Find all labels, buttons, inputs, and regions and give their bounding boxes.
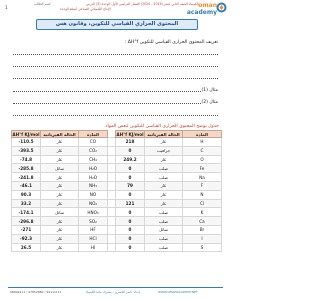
definition-label: تعريف المحتوى الحراري القياسي للتكوين ΔH°f : <box>124 40 218 45</box>
substance-cell: Cl <box>183 199 222 208</box>
column-separator <box>108 208 116 217</box>
answer-line <box>13 54 218 55</box>
state-cell: غاز <box>41 181 79 190</box>
enthalpy-value-cell: -110.5 <box>12 138 41 147</box>
state-cell: غاز <box>41 234 79 243</box>
table-row <box>12 146 222 155</box>
substance-cell: CH₄ <box>79 155 108 164</box>
enthalpy-value-cell: 26.5 <box>12 243 41 252</box>
state-cell: صلب <box>145 243 183 252</box>
enthalpy-value-cell: -296.8 <box>12 217 41 226</box>
table-row <box>12 181 222 190</box>
table-row <box>12 208 222 217</box>
state-cell: غاز <box>41 225 79 234</box>
substance-cell: I <box>183 234 222 243</box>
state-cell: غاز <box>145 199 183 208</box>
footer-website-link[interactable]: WWW.OMANACADEMY.NET <box>158 290 198 294</box>
substance-cell: HF <box>79 225 108 234</box>
example-1-line <box>13 91 201 92</box>
enthalpy-value-cell: -74.8 <box>12 155 41 164</box>
state-cell: صلب <box>145 217 183 226</box>
column-separator <box>108 190 116 199</box>
state-cell: صلب <box>145 173 183 182</box>
state-cell: صلب <box>145 164 183 173</box>
state-cell: غاز <box>41 243 79 252</box>
page-title: المحتوى الحراري القياسي للتكوين، وقانون هس <box>55 20 179 27</box>
column-separator <box>108 173 116 182</box>
substance-cell: C <box>183 146 222 155</box>
enthalpy-value-cell: 0 <box>116 217 145 226</box>
column-header-enthalpy-right: ΔH°f KJ/mol <box>12 131 40 137</box>
column-separator <box>108 243 116 252</box>
state-cell: غاز <box>41 155 79 164</box>
state-cell: سائل <box>41 208 79 217</box>
substance-cell: NH₃ <box>79 181 108 190</box>
substance-cell: NO₂ <box>79 199 108 208</box>
oman-academy-logo <box>186 1 230 19</box>
table-row <box>12 190 222 199</box>
state-cell: جرافيت <box>145 146 183 155</box>
substance-cell: Na <box>183 173 222 182</box>
substance-cell: O <box>183 155 222 164</box>
course-header-line-1: الكيمياء الصف الثاني عشر (2019 - 2020) الفصل الدراسي الأول الوحدة (3) الدرس <box>86 2 199 6</box>
answer-line <box>13 66 218 67</box>
column-header-state-left: الحالة الفيزيائية <box>145 131 183 138</box>
column-separator <box>108 199 116 208</box>
enthalpy-value-cell: -46.1 <box>12 181 41 190</box>
footer-phone: 98892211 / 97852880 / 99111111 <box>10 290 62 294</box>
example-2-label: مثال (2) <box>201 100 218 105</box>
enthalpy-value-cell: -271 <box>12 225 41 234</box>
column-header-enthalpy-left: ΔH°f KJ/mol <box>116 131 144 137</box>
state-cell: غاز <box>145 138 183 147</box>
enthalpy-value-cell: 0 <box>116 234 145 243</box>
substance-cell: Fe <box>183 164 222 173</box>
enthalpy-value-cell: 0 <box>116 225 145 234</box>
table-title: جدول يوضح المحتوى الحراري القياسي للتكوين لبعض المواد <box>105 124 219 129</box>
substance-cell: H <box>183 138 222 147</box>
enthalpy-value-cell: 0 <box>116 173 145 182</box>
enthalpy-value-cell: -241.8 <box>12 173 41 182</box>
substance-cell: N <box>183 190 222 199</box>
table-header-row <box>12 131 222 138</box>
column-separator <box>108 138 116 147</box>
state-cell: غاز <box>41 217 79 226</box>
state-cell: غاز <box>145 155 183 164</box>
enthalpy-value-cell: -393.5 <box>12 146 41 155</box>
state-cell: غاز <box>145 181 183 190</box>
substance-cell: Br <box>183 225 222 234</box>
substance-cell: CO₂ <box>79 146 108 155</box>
table-row <box>12 138 222 147</box>
example-2-line <box>13 103 201 104</box>
column-separator <box>108 155 116 164</box>
state-cell: صلب <box>145 234 183 243</box>
footer-author: إعداد: ناصر الحضري - مشرف مادة الكيمياء <box>86 290 141 294</box>
table-row <box>12 155 222 164</box>
state-cell: غاز <box>41 190 79 199</box>
column-separator <box>108 164 116 173</box>
column-separator <box>108 131 116 138</box>
column-separator <box>108 146 116 155</box>
table-row <box>12 199 222 208</box>
page-footer <box>0 287 231 300</box>
logo-mark-icon <box>216 2 227 13</box>
student-name-label: اسم الطالب: <box>34 2 52 6</box>
substance-cell: S <box>183 243 222 252</box>
state-cell: غاز <box>41 199 79 208</box>
substance-cell: SO₂ <box>79 217 108 226</box>
enthalpy-value-cell: 79 <box>116 181 145 190</box>
substance-cell: Ca <box>183 217 222 226</box>
example-1-label: مثال (1) <box>201 88 218 93</box>
state-cell: صلب <box>145 208 183 217</box>
table-row <box>12 243 222 252</box>
state-cell: غاز <box>41 173 79 182</box>
substance-cell: H₂O <box>79 164 108 173</box>
table-row <box>12 217 222 226</box>
enthalpy-value-cell: -92.3 <box>12 234 41 243</box>
footer-divider <box>8 287 223 288</box>
column-header-state-right: الحالة الفيزيائية <box>41 131 79 138</box>
enthalpy-value-cell: 90.3 <box>12 190 41 199</box>
enthalpy-value-cell: 0 <box>116 190 145 199</box>
state-cell: غاز <box>145 190 183 199</box>
column-separator <box>108 225 116 234</box>
enthalpy-value-cell: -174.1 <box>12 208 41 217</box>
logo-text-oman: oman <box>198 2 217 9</box>
column-header-substance-right: المادة <box>79 131 108 138</box>
substance-cell: HNO₃ <box>79 208 108 217</box>
enthalpy-value-cell: 0 <box>116 146 145 155</box>
logo-text-academy: academy <box>186 9 217 16</box>
substance-cell: NO <box>79 190 108 199</box>
page-number: 1 <box>5 5 8 10</box>
state-cell: سائل <box>41 164 79 173</box>
substance-cell: F <box>183 181 222 190</box>
answer-line <box>13 78 218 79</box>
substance-cell: H₂O <box>79 173 108 182</box>
table-row <box>12 234 222 243</box>
table-row <box>12 164 222 173</box>
title-banner <box>36 19 198 30</box>
column-separator <box>108 181 116 190</box>
answer-line <box>13 115 218 116</box>
state-cell: غاز <box>41 146 79 155</box>
column-separator <box>108 234 116 243</box>
state-cell: سائل <box>145 225 183 234</box>
enthalpy-value-cell: 0 <box>116 208 145 217</box>
enthalpy-table <box>11 130 222 252</box>
course-header-line-2: الإنتاج الكيميائي الصناعي أسئلة الوحدة <box>60 6 111 11</box>
column-separator <box>108 217 116 226</box>
state-cell: غاز <box>41 138 79 147</box>
enthalpy-value-cell: -285.8 <box>12 164 41 173</box>
substance-cell: CO <box>79 138 108 147</box>
substance-cell: K <box>183 208 222 217</box>
table-row <box>12 225 222 234</box>
enthalpy-value-cell: 0 <box>116 243 145 252</box>
substance-cell: HCl <box>79 234 108 243</box>
substance-cell: HI <box>79 243 108 252</box>
column-header-substance-left: المادة <box>183 131 222 138</box>
enthalpy-value-cell: 0 <box>116 164 145 173</box>
enthalpy-value-cell: 218 <box>116 138 145 147</box>
enthalpy-value-cell: 249.2 <box>116 155 145 164</box>
table-row <box>12 173 222 182</box>
enthalpy-value-cell: 33.2 <box>12 199 41 208</box>
enthalpy-value-cell: 121 <box>116 199 145 208</box>
